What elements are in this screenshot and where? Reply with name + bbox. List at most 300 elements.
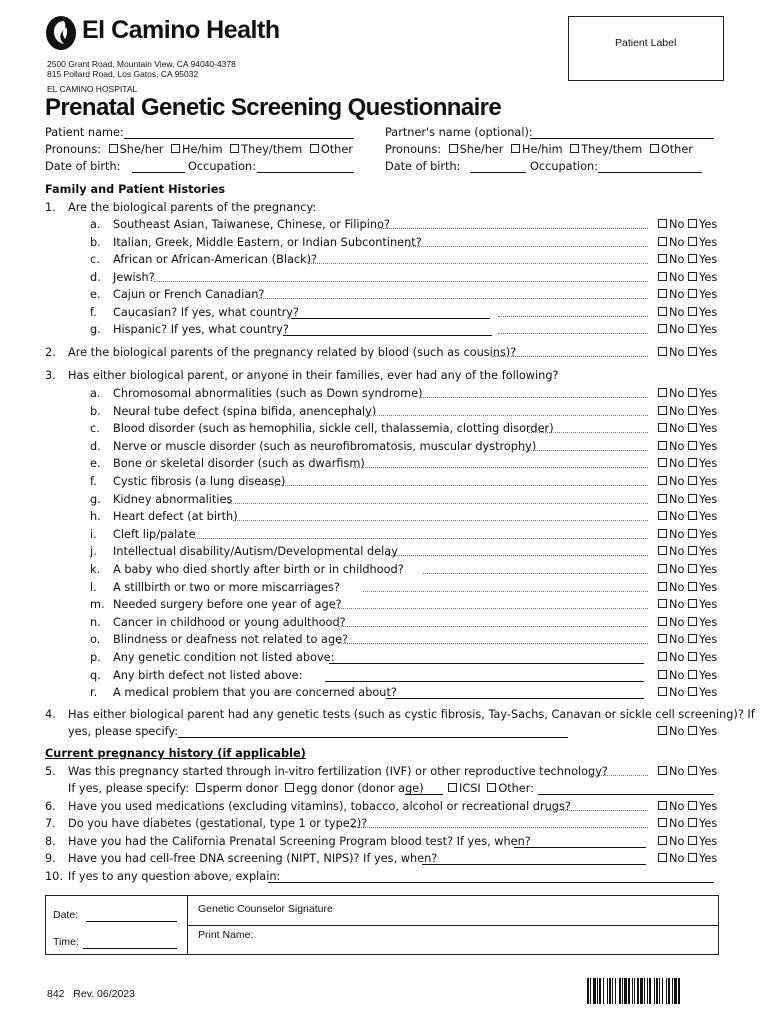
checkbox[interactable] xyxy=(688,766,697,775)
checkbox[interactable] xyxy=(688,324,697,333)
signature-divider xyxy=(187,925,718,926)
no-label: No xyxy=(669,765,685,778)
q3-item-letter: b. xyxy=(90,404,101,418)
yes-label: Yes xyxy=(698,253,718,266)
checkbox[interactable] xyxy=(658,272,667,281)
option-label: He/him xyxy=(522,143,563,156)
no-label: No xyxy=(669,288,685,301)
no-label: No xyxy=(669,218,685,231)
checkbox[interactable] xyxy=(658,494,667,503)
checkbox[interactable] xyxy=(658,458,667,467)
leader-dots xyxy=(353,458,648,468)
signature-box xyxy=(45,895,719,955)
checkbox[interactable] xyxy=(688,617,697,626)
checkbox[interactable] xyxy=(658,818,667,827)
partner-pronouns-label: Pronouns: xyxy=(385,143,442,156)
q3-item-answer xyxy=(658,545,717,559)
q8-answer xyxy=(658,835,717,849)
yes-label: Yes xyxy=(698,288,718,301)
checkbox[interactable] xyxy=(688,564,697,573)
leader-dots xyxy=(338,634,648,644)
q9-text: Have you had cell-free DNA screening (NIPT, NIPS)? If yes, when? xyxy=(68,852,438,865)
q5-other-field[interactable] xyxy=(538,782,714,795)
q3-item-answer xyxy=(658,563,717,577)
q1-item-answer xyxy=(658,323,717,337)
q1-item-text: Italian, Greek, Middle Eastern, or Indian Subcontinent? xyxy=(113,235,422,249)
q5-number: 5. xyxy=(45,765,56,778)
no-label: No xyxy=(669,686,685,700)
leader-dots xyxy=(363,406,648,416)
logo-icon xyxy=(45,15,77,51)
yes-label: Yes xyxy=(698,817,718,830)
q3-item-answer xyxy=(658,598,717,612)
q3-item-letter: l. xyxy=(90,580,97,594)
no-label: No xyxy=(669,235,685,249)
leader-dots xyxy=(423,564,648,574)
q3-item-text: Any genetic condition not listed above: xyxy=(113,651,335,664)
checkbox[interactable] xyxy=(658,289,667,298)
q3-item-letter: h. xyxy=(90,510,101,524)
q3-item-letter: q. xyxy=(90,668,101,682)
checkbox[interactable] xyxy=(658,324,667,333)
checkbox[interactable] xyxy=(688,219,697,228)
yes-label: Yes xyxy=(698,580,718,594)
option-label: He/him xyxy=(182,143,223,156)
no-label: No xyxy=(669,633,685,647)
option-label: They/them xyxy=(581,143,643,156)
checkbox[interactable] xyxy=(658,687,667,696)
checkbox[interactable] xyxy=(285,783,294,792)
checkbox[interactable] xyxy=(688,511,697,520)
checkbox[interactable] xyxy=(688,289,697,298)
section-heading-histories: Family and Patient Histories xyxy=(45,183,226,196)
q10-explain-field[interactable] xyxy=(268,870,714,883)
yes-label: Yes xyxy=(698,835,718,848)
q3-item-text: Neural tube defect (spina bifida, anencephaly) xyxy=(113,404,377,418)
q1-item-text: Cajun or French Canadian? xyxy=(113,288,265,301)
q1-item-text: African or African-American (Black)? xyxy=(113,253,318,266)
q10-number: 10. xyxy=(45,870,63,883)
leader-dots xyxy=(195,529,648,539)
checkbox[interactable] xyxy=(658,406,667,415)
q3-item-letter: k. xyxy=(90,563,101,576)
q3-item-answer xyxy=(658,686,717,700)
yes-label: Yes xyxy=(698,492,718,506)
checkbox[interactable] xyxy=(688,441,697,450)
checkbox[interactable] xyxy=(658,564,667,573)
yes-label: Yes xyxy=(698,218,718,231)
yes-label: Yes xyxy=(698,765,718,778)
no-label: No xyxy=(669,323,685,336)
checkbox[interactable] xyxy=(688,836,697,845)
checkbox[interactable] xyxy=(230,144,239,153)
yes-label: Yes xyxy=(698,323,718,336)
checkbox[interactable] xyxy=(688,652,697,661)
q3-item-field[interactable] xyxy=(325,669,644,682)
checkbox[interactable] xyxy=(658,307,667,316)
q1-item-letter: f. xyxy=(90,305,97,319)
checkbox[interactable] xyxy=(658,599,667,608)
q3-item-answer xyxy=(658,475,717,489)
address-line-2: 815 Pollard Road, Los Gatos, CA 95032 xyxy=(47,69,199,79)
checkbox[interactable] xyxy=(688,237,697,246)
checkbox[interactable] xyxy=(448,783,457,792)
q3-item-text: Intellectual disability/Autism/Developmental delay xyxy=(113,545,398,559)
q3-item-letter: i. xyxy=(90,527,97,541)
leader-dots xyxy=(233,511,648,521)
yes-label: Yes xyxy=(698,270,718,284)
leader-dots xyxy=(309,254,648,264)
no-label: No xyxy=(669,800,685,813)
q3-item-answer xyxy=(658,616,717,630)
q1-item-letter: g. xyxy=(90,323,101,336)
checkbox[interactable] xyxy=(688,670,697,679)
checkbox[interactable] xyxy=(650,144,659,153)
q3-item-answer xyxy=(658,405,717,419)
q3-item-field[interactable] xyxy=(386,686,644,699)
q1-item-text: Southeast Asian, Taiwanese, Chinese, or Filipino? xyxy=(113,218,390,231)
partner-name-field[interactable] xyxy=(530,126,714,139)
q8-text: Have you had the California Prenatal Screening Program blood test? If yes, when? xyxy=(68,835,531,848)
no-label: No xyxy=(669,305,685,319)
checkbox[interactable] xyxy=(658,219,667,228)
checkbox[interactable] xyxy=(310,144,319,153)
patient-dob-field[interactable] xyxy=(132,160,185,173)
leader-dots xyxy=(154,272,648,282)
q1-item-answer xyxy=(658,271,717,285)
q3-item-letter: m. xyxy=(90,598,105,612)
checkbox[interactable] xyxy=(658,476,667,485)
q1-item-letter: b. xyxy=(90,235,101,249)
leader-dots xyxy=(408,237,648,247)
checkbox[interactable] xyxy=(658,836,667,845)
option-label: They/them xyxy=(241,143,303,156)
checkbox[interactable] xyxy=(658,617,667,626)
q3-item-answer xyxy=(658,651,717,665)
no-label: No xyxy=(669,580,685,594)
yes-label: Yes xyxy=(698,305,718,319)
q3-item-field[interactable] xyxy=(329,651,644,664)
q5-specify-more xyxy=(448,782,534,796)
option-label: Other xyxy=(660,143,693,156)
q3-item-letter: g. xyxy=(90,492,101,506)
q1-item-field[interactable] xyxy=(291,306,490,319)
checkbox[interactable] xyxy=(688,801,697,810)
q3-item-answer xyxy=(658,510,717,524)
q4-text-continued: yes, please specify: xyxy=(68,725,179,738)
q5-specify xyxy=(68,782,424,796)
checkbox[interactable] xyxy=(109,144,118,153)
q3-item-text: Cleft lip/palate xyxy=(113,527,196,541)
yes-label: Yes xyxy=(698,422,718,436)
patient-label-text: Patient Label xyxy=(615,37,677,49)
q1-item-letter: e. xyxy=(90,288,101,301)
option-label: She/her xyxy=(459,143,504,156)
checkbox[interactable] xyxy=(196,783,205,792)
checkbox[interactable] xyxy=(688,406,697,415)
q1-text: Are the biological parents of the pregnancy: xyxy=(68,201,317,214)
no-label: No xyxy=(669,439,685,453)
leader-dots xyxy=(498,307,648,317)
q3-item-answer xyxy=(658,581,717,595)
option-label: ICSI xyxy=(459,782,481,795)
no-label: No xyxy=(669,598,685,612)
yes-label: Yes xyxy=(698,457,718,471)
q3-item-text: Bone or skeletal disorder (such as dwarfism) xyxy=(113,457,365,471)
leader-dots xyxy=(363,582,648,592)
checkbox[interactable] xyxy=(688,582,697,591)
q3-item-letter: d. xyxy=(90,439,101,453)
no-label: No xyxy=(669,527,685,541)
no-label: No xyxy=(669,510,685,524)
checkbox[interactable] xyxy=(688,634,697,643)
yes-label: Yes xyxy=(698,633,718,647)
signature-label: Genetic Counselor Signature xyxy=(198,903,333,915)
time-field[interactable] xyxy=(83,936,177,949)
q3-item-answer xyxy=(658,633,717,647)
q3-item-answer xyxy=(658,669,717,683)
leader-dots xyxy=(492,347,648,357)
q5-answer xyxy=(658,765,717,779)
leader-dots xyxy=(388,546,648,556)
q3-item-text: A medical problem that you are concerned about? xyxy=(113,686,397,700)
checkbox[interactable] xyxy=(658,254,667,263)
page-title: Prenatal Genetic Screening Questionnaire xyxy=(45,94,502,121)
q3-item-letter: n. xyxy=(90,615,101,629)
no-label: No xyxy=(669,817,685,830)
checkbox[interactable] xyxy=(688,599,697,608)
q5-text: Was this pregnancy started through in-vitro fertilization (IVF) or other reproductive technology? xyxy=(68,765,608,778)
yes-label: Yes xyxy=(698,668,718,682)
yes-label: Yes xyxy=(698,725,718,738)
leader-dots xyxy=(421,388,648,398)
q3-item-text: Chromosomal abnormalities (such as Down syndrome) xyxy=(113,387,423,400)
q2-number: 2. xyxy=(45,346,56,359)
leader-dots xyxy=(528,423,648,433)
q6-text: Have you used medications (excluding vitamins), tobacco, alcohol or recreational drugs? xyxy=(68,800,571,813)
q1-item-text: Hispanic? If yes, what country? xyxy=(113,323,289,336)
checkbox[interactable] xyxy=(658,441,667,450)
checkbox[interactable] xyxy=(658,511,667,520)
checkbox[interactable] xyxy=(658,529,667,538)
q7-number: 7. xyxy=(45,817,56,830)
checkbox[interactable] xyxy=(658,652,667,661)
q9-number: 9. xyxy=(45,852,56,865)
checkbox[interactable] xyxy=(658,853,667,862)
option-label: Other xyxy=(320,143,353,156)
q3-item-answer xyxy=(658,457,717,471)
yes-label: Yes xyxy=(698,651,718,664)
q1-item-answer xyxy=(658,236,717,250)
time-label: Time: xyxy=(53,936,79,948)
q3-item-text: Blood disorder (such as hemophilia, sickle cell, thalassemia, clotting disorder) xyxy=(113,422,554,436)
checkbox[interactable] xyxy=(688,254,697,263)
checkbox[interactable] xyxy=(658,766,667,775)
q4-text: Has either biological parent had any genetic tests (such as cystic fibrosis, Tay-Sachs, Canavan or sickle cell screening)? If xyxy=(68,708,755,721)
partner-pronouns xyxy=(385,143,693,157)
patient-occupation-field[interactable] xyxy=(257,160,354,173)
checkbox[interactable] xyxy=(658,388,667,397)
q3-item-text: Blindness or deafness not related to age? xyxy=(113,633,349,647)
brand-name: El Camino Health xyxy=(82,16,280,44)
checkbox[interactable] xyxy=(658,423,667,432)
leader-dots xyxy=(377,219,648,229)
partner-name-label: Partner's name (optional): xyxy=(385,126,533,139)
no-label: No xyxy=(669,615,685,629)
leader-dots xyxy=(588,766,648,776)
leader-dots xyxy=(352,818,648,828)
leader-dots xyxy=(228,494,648,504)
checkbox[interactable] xyxy=(171,144,180,153)
q3-item-letter: p. xyxy=(90,651,101,664)
yes-label: Yes xyxy=(698,598,718,612)
yes-label: Yes xyxy=(698,404,718,418)
q8-when-field[interactable] xyxy=(514,835,646,848)
q9-answer xyxy=(658,852,717,866)
q3-item-text: A baby who died shortly after birth or in childhood? xyxy=(113,563,404,576)
leader-dots xyxy=(333,599,648,609)
q1-item-letter: c. xyxy=(90,253,100,266)
no-label: No xyxy=(669,563,685,576)
partner-dob-field[interactable] xyxy=(470,160,526,173)
q3-item-answer xyxy=(658,493,717,507)
leader-dots xyxy=(522,441,648,451)
q3-item-text: Needed surgery before one year of age? xyxy=(113,598,342,612)
checkbox[interactable] xyxy=(658,634,667,643)
q3-item-letter: e. xyxy=(90,457,101,471)
q1-item-field[interactable] xyxy=(283,323,492,336)
q7-answer xyxy=(658,817,717,831)
option-label: Other: xyxy=(498,782,535,795)
checkbox[interactable] xyxy=(688,388,697,397)
q1-item-letter: a. xyxy=(90,218,101,231)
no-label: No xyxy=(669,492,685,506)
patient-name-label: Patient name: xyxy=(45,126,124,139)
q1-item-text: Caucasian? If yes, what country? xyxy=(113,305,299,319)
no-label: No xyxy=(669,651,685,664)
form-no: 842 xyxy=(47,988,65,1000)
checkbox[interactable] xyxy=(688,529,697,538)
no-label: No xyxy=(669,422,685,436)
checkbox[interactable] xyxy=(511,144,520,153)
checkbox[interactable] xyxy=(688,546,697,555)
yes-label: Yes xyxy=(698,545,718,559)
q3-item-letter: r. xyxy=(90,686,98,700)
yes-label: Yes xyxy=(698,615,718,629)
q3-item-text: A stillbirth or two or more miscarriages? xyxy=(113,580,340,594)
yes-label: Yes xyxy=(698,686,718,700)
no-label: No xyxy=(669,387,685,400)
q1-item-answer xyxy=(658,306,717,320)
leader-dots xyxy=(338,617,648,627)
checkbox[interactable] xyxy=(658,546,667,555)
yes-label: Yes xyxy=(698,800,718,813)
yes-label: Yes xyxy=(698,235,718,249)
no-label: No xyxy=(669,725,685,738)
patient-name-field[interactable] xyxy=(124,126,354,139)
checkbox[interactable] xyxy=(658,582,667,591)
q8-number: 8. xyxy=(45,835,56,848)
hospital-name: EL CAMINO HOSPITAL xyxy=(47,84,138,94)
q1-item-answer xyxy=(658,288,717,302)
checkbox[interactable] xyxy=(688,853,697,862)
no-label: No xyxy=(669,346,685,359)
q10-text: If yes to any question above, explain: xyxy=(68,870,281,883)
checkbox[interactable] xyxy=(658,347,667,356)
checkbox[interactable] xyxy=(688,494,697,503)
checkbox[interactable] xyxy=(658,670,667,679)
q1-item-letter: d. xyxy=(90,270,101,284)
leader-dots xyxy=(498,324,648,334)
q3-item-text: Any birth defect not listed above: xyxy=(113,668,303,682)
q4-answer xyxy=(658,725,717,739)
q3-item-answer xyxy=(658,387,717,401)
q7-text: Do you have diabetes (gestational, type 1 or type2)? xyxy=(68,817,368,830)
patient-dob-label: Date of birth: xyxy=(45,160,121,173)
checkbox[interactable] xyxy=(688,347,697,356)
q3-item-letter: f. xyxy=(90,475,97,488)
q1-item-answer xyxy=(658,253,717,267)
yes-label: Yes xyxy=(698,475,718,488)
leader-dots xyxy=(258,289,648,299)
q6-number: 6. xyxy=(45,800,56,813)
checkbox[interactable] xyxy=(688,726,697,735)
no-label: No xyxy=(669,545,685,559)
q2-text: Are the biological parents of the pregnancy related by blood (such as cousins)? xyxy=(68,346,517,359)
q4-specify-field[interactable] xyxy=(178,725,568,738)
checkbox[interactable] xyxy=(688,272,697,281)
q9-when-field[interactable] xyxy=(422,852,646,865)
q3-item-letter: o. xyxy=(90,633,101,647)
q2-answer xyxy=(658,346,717,360)
date-field[interactable] xyxy=(86,909,177,922)
option-label: egg donor (donor age) xyxy=(296,782,424,795)
no-label: No xyxy=(669,253,685,266)
option-label: She/her xyxy=(119,143,164,156)
patient-label-box xyxy=(568,16,724,81)
no-label: No xyxy=(669,475,685,488)
checkbox[interactable] xyxy=(658,237,667,246)
partner-occupation-field[interactable] xyxy=(598,160,702,173)
checkbox[interactable] xyxy=(688,818,697,827)
checkbox[interactable] xyxy=(658,726,667,735)
checkbox[interactable] xyxy=(688,458,697,467)
option-label: sperm donor xyxy=(206,782,279,795)
patient-occupation-label: Occupation: xyxy=(188,160,257,173)
yes-label: Yes xyxy=(698,510,718,524)
checkbox[interactable] xyxy=(487,783,496,792)
checkbox[interactable] xyxy=(658,801,667,810)
q3-number: 3. xyxy=(45,369,56,382)
q5-specify-label: If yes, please specify: xyxy=(68,782,190,795)
q3-item-letter: a. xyxy=(90,387,101,400)
barcode-icon xyxy=(587,978,717,1004)
checkbox[interactable] xyxy=(449,144,458,153)
q3-item-answer xyxy=(658,440,717,454)
q6-answer xyxy=(658,800,717,814)
donor-age-field[interactable] xyxy=(405,782,443,795)
checkbox[interactable] xyxy=(688,687,697,696)
q3-item-text: Cancer in childhood or young adulthood? xyxy=(113,615,346,629)
yes-label: Yes xyxy=(698,346,718,359)
checkbox[interactable] xyxy=(688,476,697,485)
form-number xyxy=(47,988,135,1000)
checkbox[interactable] xyxy=(570,144,579,153)
q3-text: Has either biological parent, or anyone in their families, ever had any of the following? xyxy=(68,369,559,382)
checkbox[interactable] xyxy=(688,307,697,316)
q1-number: 1. xyxy=(45,201,56,214)
checkbox[interactable] xyxy=(688,423,697,432)
